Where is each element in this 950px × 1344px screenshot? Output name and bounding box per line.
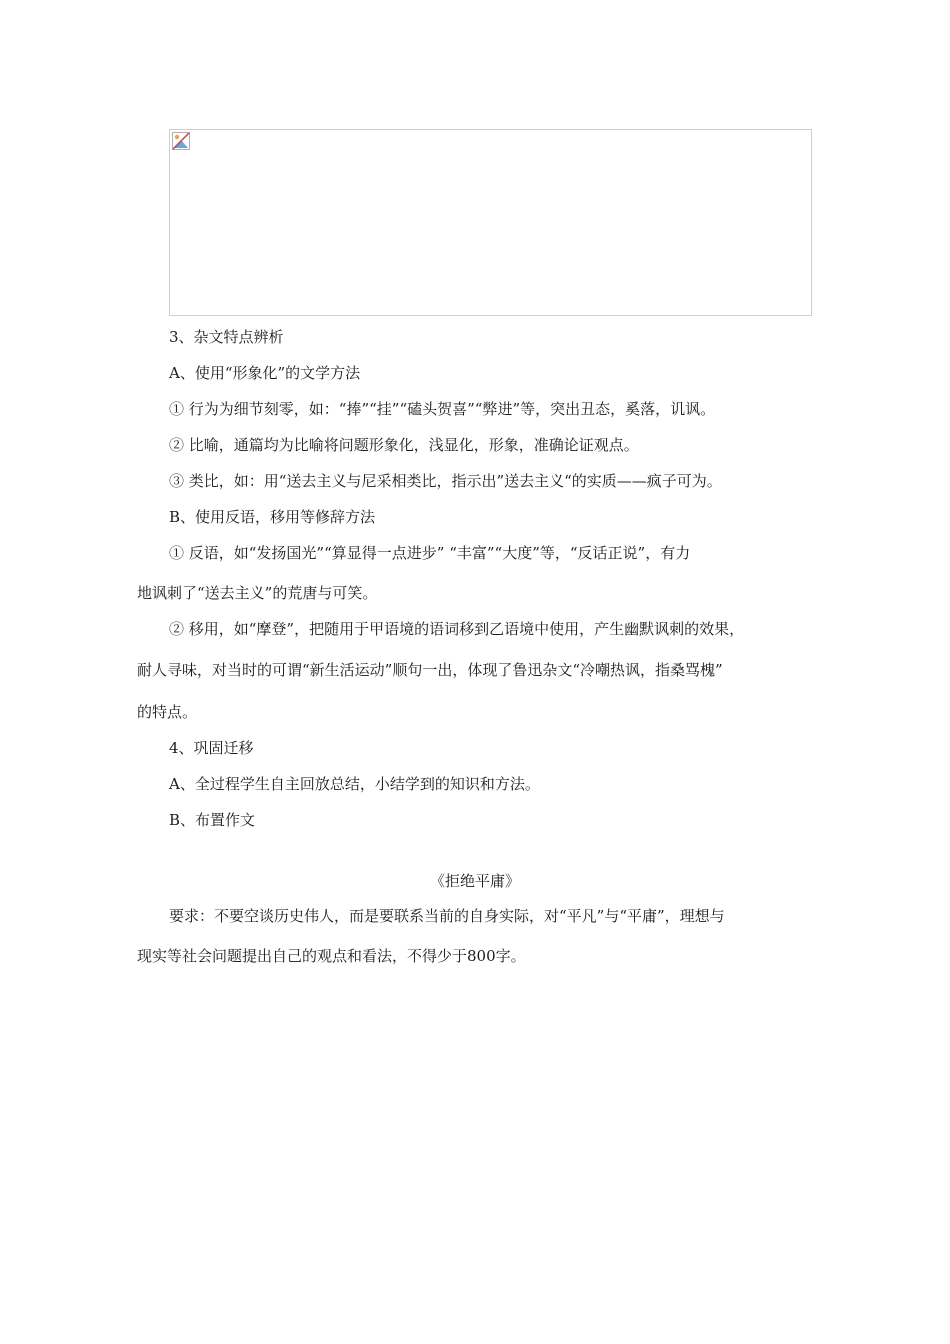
essay-title: 《拒绝平庸》 bbox=[429, 872, 520, 890]
item-b2-line3: 的特点。 bbox=[137, 703, 198, 721]
broken-image-icon bbox=[172, 132, 190, 150]
item-b1-line2: 地讽刺了“送去主义”的荒唐与可笑。 bbox=[137, 584, 378, 602]
item-a2: ② 比喻，通篇均为比喻将问题形象化，浅显化，形象，准确论证观点。 bbox=[169, 436, 639, 454]
item-b2-line1: ② 移用，如“摩登”，把随用于甲语境的语词移到乙语境中使用，产生幽默讽刺的效果， bbox=[169, 620, 745, 638]
item-4b: B、布置作文 bbox=[169, 811, 256, 829]
image-placeholder bbox=[169, 129, 812, 316]
item-a1: ① 行为为细节刻零，如：“捧”“挂”“磕头贺喜”“弊进”等，突出丑态，奚落，讥讽。 bbox=[169, 400, 716, 418]
section-b-title: B、使用反语，移用等修辞方法 bbox=[169, 508, 376, 526]
item-b1-line1: ① 反语，如“发扬国光”“算显得一点进步” “丰富”“大度”等，“反话正说”，有力 bbox=[169, 544, 691, 562]
item-b2-line2: 耐人寻味，对当时的可谓“新生活运动”顺句一出，体现了鲁迅杂文“冷嘲热讽，指桑骂槐” bbox=[137, 661, 723, 679]
item-a3: ③ 类比，如：用“送去主义与尼采相类比，指示出”送去主义“的实质——疯子可为。 bbox=[169, 472, 722, 490]
requirement-line1: 要求：不要空谈历史伟人，而是要联系当前的自身实际，对“平凡”与“平庸”，理想与 bbox=[169, 907, 725, 925]
section-3-title: 3、杂文特点辨析 bbox=[169, 328, 284, 346]
section-4-title: 4、巩固迁移 bbox=[169, 739, 254, 757]
section-a-title: A、使用“形象化”的文学方法 bbox=[169, 364, 361, 382]
requirement-line2: 现实等社会问题提出自己的观点和看法，不得少于800字。 bbox=[137, 947, 526, 965]
item-4a: A、全过程学生自主回放总结，小结学到的知识和方法。 bbox=[169, 775, 540, 793]
